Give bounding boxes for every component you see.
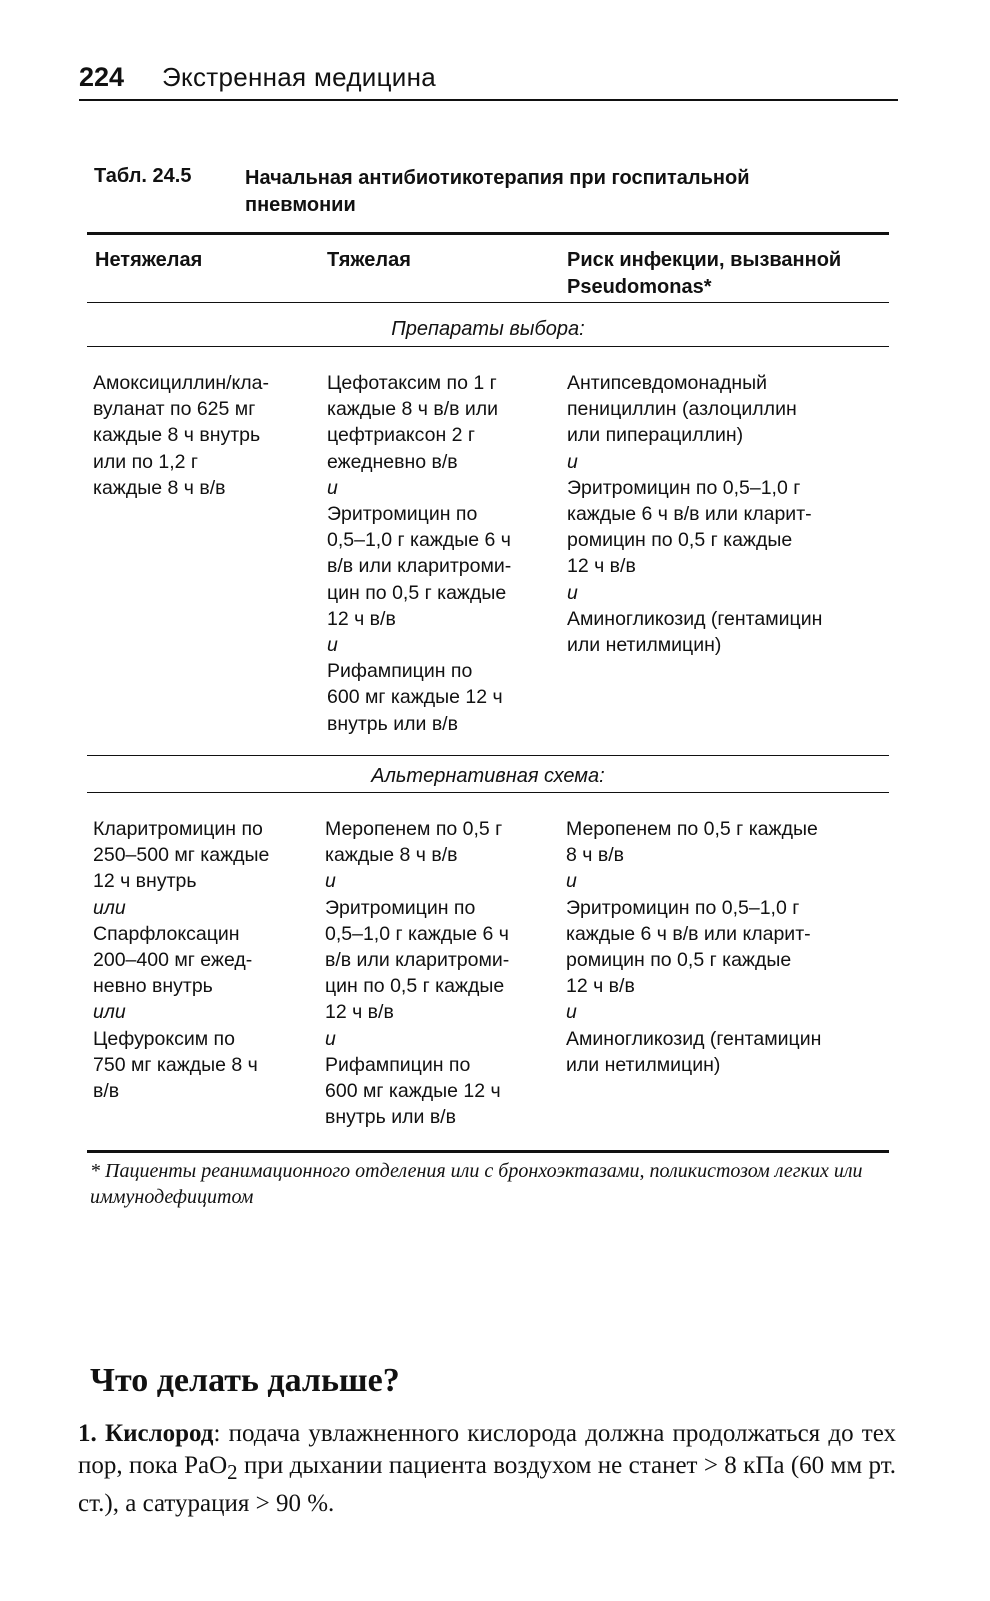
cell-line: Кларитромицин по: [93, 818, 263, 840]
cell-line: и: [325, 1027, 336, 1050]
cell-line: или пиперациллин): [567, 424, 744, 447]
cell-line: или нетилмицин): [567, 634, 722, 657]
table-footnote: * Пациенты реанимационного отделения или с бронхоэктазами, поликистозом легких или иммунодефицитом: [90, 1160, 863, 1208]
cell-line: 250–500 мг каждые: [93, 844, 270, 867]
cell-line: цин по 0,5 г каждые: [325, 975, 505, 998]
cell-line: в/в или кларитроми-: [327, 555, 512, 578]
cell-first-line-severe: [327, 370, 511, 737]
cell-line: в/в: [93, 1080, 120, 1103]
table-caption: Начальная антибиотикотерапия при госпитальной пневмонии: [245, 167, 750, 216]
header-rule: [79, 99, 898, 101]
cell-line: вуланат по 625 мг: [93, 398, 256, 421]
cell-line: Цефотаксим по 1 г: [327, 372, 497, 394]
cell-line: 12 ч в/в: [327, 607, 396, 630]
section-2-rule: [87, 792, 889, 793]
cell-line: Рифампицин по: [327, 660, 473, 683]
cell-line: 600 мг каждые 12 ч: [327, 686, 503, 709]
cell-alternative-mild: [93, 816, 269, 1104]
column-header-severe: Тяжелая: [327, 249, 411, 271]
cell-line: цин по 0,5 г каждые: [327, 581, 507, 604]
cell-line: каждые 6 ч в/в или кларит-: [566, 922, 811, 945]
section-2-top-rule: [87, 755, 889, 756]
cell-line: 12 ч в/в: [325, 1001, 394, 1024]
cell-line: Эритромицин по: [325, 896, 476, 919]
cell-line: или: [93, 1001, 126, 1024]
table-header-rule: [87, 302, 889, 303]
cell-line: 12 ч внутрь: [93, 870, 197, 893]
table-label: Табл. 24.5: [94, 165, 192, 187]
cell-line: пенициллин (азлоциллин: [567, 398, 797, 421]
page-number: 224: [79, 62, 125, 92]
cell-line: и: [566, 1001, 577, 1024]
cell-line: или нетилмицин): [566, 1053, 721, 1076]
cell-line: Рифампицин по: [325, 1053, 471, 1076]
cell-line: 12 ч в/в: [566, 975, 635, 998]
cell-line: Эритромицин по 0,5–1,0 г: [566, 896, 800, 919]
cell-line: Аминогликозид (гентамицин: [567, 607, 823, 630]
cell-first-line-pseudomonas: [567, 370, 822, 658]
cell-line: 8 ч в/в: [566, 844, 624, 867]
section-1-rule: [87, 346, 889, 347]
cell-line: каждые 6 ч в/в или кларит-: [567, 503, 812, 526]
cell-line: цефтриаксон 2 г: [327, 424, 476, 447]
cell-line: внутрь или в/в: [325, 1106, 456, 1129]
cell-first-line-mild: [93, 370, 269, 501]
running-header-title: Экстренная медицина: [162, 62, 437, 92]
cell-line: 750 мг каждые 8 ч: [93, 1053, 258, 1076]
cell-line: Цефуроксим по: [93, 1027, 235, 1050]
cell-line: внутрь или в/в: [327, 712, 458, 735]
cell-line: Эритромицин по: [327, 503, 478, 526]
cell-line: 12 ч в/в: [567, 555, 636, 578]
cell-line: Аминогликозид (гентамицин: [566, 1027, 822, 1050]
cell-line: Спарфлоксацин: [93, 922, 240, 945]
cell-line: 0,5–1,0 г каждые 6 ч: [327, 529, 511, 552]
item-subscript: 2: [227, 1460, 238, 1484]
cell-line: и: [327, 634, 338, 657]
cell-line: Меропенем по 0,5 г каждые: [566, 818, 818, 840]
cell-line: невно внутрь: [93, 975, 213, 998]
cell-line: каждые 8 ч в/в: [93, 476, 226, 499]
cell-line: ежедневно в/в: [327, 450, 458, 473]
cell-line: Эритромицин по 0,5–1,0 г: [567, 476, 801, 499]
paragraph-oxygen: [78, 1418, 896, 1520]
cell-line: каждые 8 ч в/в: [325, 844, 458, 867]
cell-alternative-severe: [325, 816, 509, 1130]
cell-line: и: [325, 870, 336, 893]
cell-line: и: [567, 581, 578, 604]
cell-line: ромицин по 0,5 г каждые: [567, 529, 793, 552]
cell-line: каждые 8 ч в/в или: [327, 398, 499, 421]
cell-line: или: [93, 896, 126, 919]
section-title-first-line: Препараты выбора:: [391, 318, 585, 340]
cell-alternative-pseudomonas: [566, 816, 821, 1078]
column-header-pseudomonas: Риск инфекции, вызванной Pseudomonas*: [567, 249, 842, 298]
item-text-1: : подача увлажненного кислорода должна продолжаться до тех пор, пока PaO: [78, 1420, 896, 1479]
item-text-2: при дыхании пациента воздухом не станет > 8 кПа (60 мм рт. ст.), а сатурация > 90 %.: [78, 1452, 896, 1517]
column-header-mild: Нетяжелая: [95, 249, 203, 271]
cell-line: 600 мг каждые 12 ч: [325, 1080, 501, 1103]
section-heading: Что делать дальше?: [90, 1362, 400, 1399]
cell-line: и: [327, 476, 338, 499]
cell-line: или по 1,2 г: [93, 450, 199, 473]
cell-line: и: [567, 450, 578, 473]
section-title-alternative: Альтернативная схема:: [371, 765, 605, 787]
cell-line: ромицин по 0,5 г каждые: [566, 949, 792, 972]
item-term: Кислород: [104, 1420, 214, 1447]
item-number: 1.: [78, 1420, 97, 1447]
cell-line: Амоксициллин/кла-: [93, 372, 270, 394]
cell-line: Меропенем по 0,5 г: [325, 818, 503, 840]
cell-line: и: [566, 870, 577, 893]
cell-line: Антипсевдомонадный: [567, 372, 768, 394]
cell-line: 200–400 мг ежед-: [93, 949, 253, 972]
cell-line: каждые 8 ч внутрь: [93, 424, 261, 447]
table-bottom-rule: [87, 1150, 889, 1153]
table-top-rule: [87, 232, 889, 235]
cell-line: в/в или кларитроми-: [325, 949, 510, 972]
cell-line: 0,5–1,0 г каждые 6 ч: [325, 922, 509, 945]
